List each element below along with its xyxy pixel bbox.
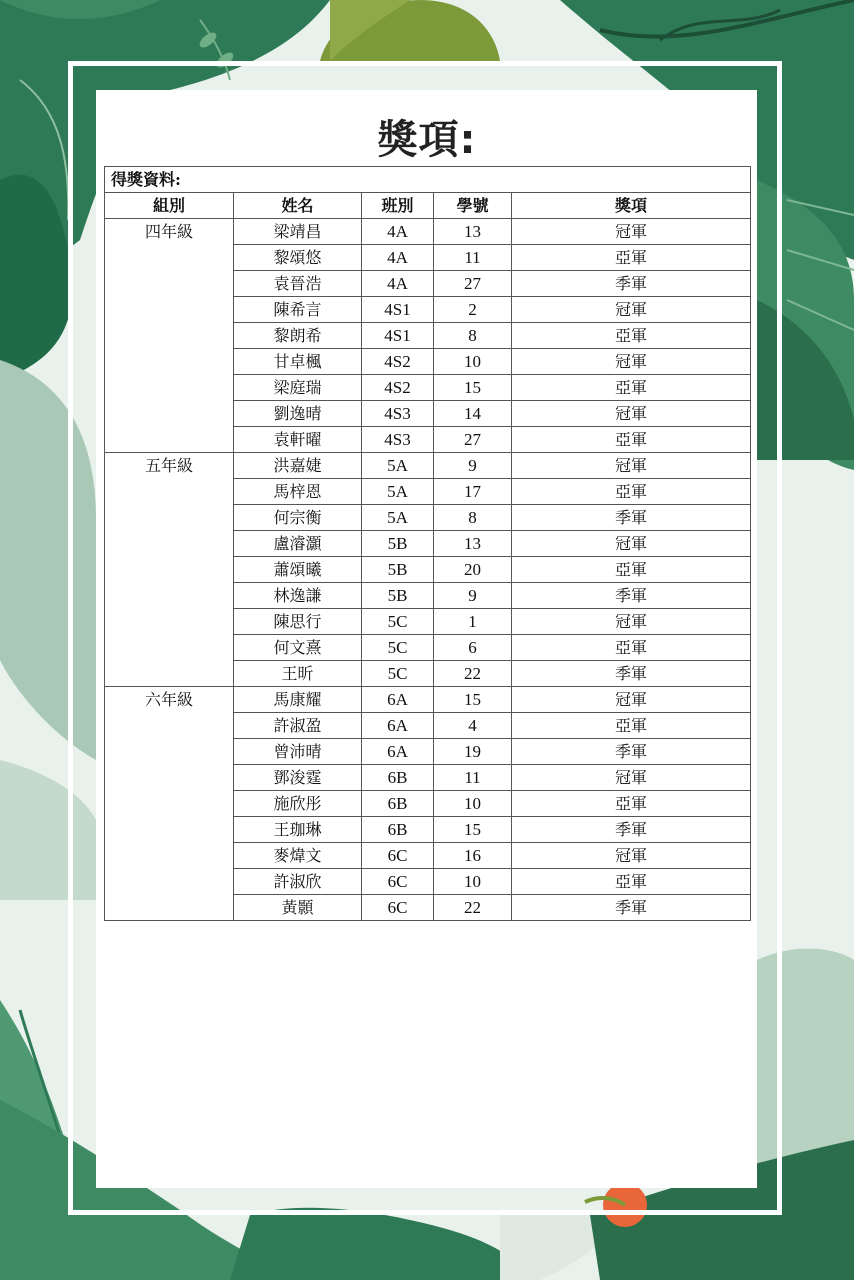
award-cell: 季軍 bbox=[512, 661, 751, 687]
header-group: 組別 bbox=[105, 193, 234, 219]
student-number-cell: 17 bbox=[434, 479, 512, 505]
award-cell: 亞軍 bbox=[512, 427, 751, 453]
award-cell: 季軍 bbox=[512, 739, 751, 765]
student-name-cell: 劉逸晴 bbox=[234, 401, 362, 427]
student-number-cell: 9 bbox=[434, 453, 512, 479]
table-row bbox=[105, 453, 751, 479]
student-number-cell: 9 bbox=[434, 583, 512, 609]
student-number-cell: 11 bbox=[434, 765, 512, 791]
award-cell: 冠軍 bbox=[512, 765, 751, 791]
student-name-cell: 袁軒曜 bbox=[234, 427, 362, 453]
class-name-cell: 6C bbox=[362, 869, 434, 895]
student-number-cell: 15 bbox=[434, 687, 512, 713]
award-cell: 季軍 bbox=[512, 817, 751, 843]
award-cell: 亞軍 bbox=[512, 635, 751, 661]
student-number-cell: 15 bbox=[434, 817, 512, 843]
student-name-cell: 梁靖昌 bbox=[234, 219, 362, 245]
table-row bbox=[105, 687, 751, 713]
student-name-cell: 陳思行 bbox=[234, 609, 362, 635]
class-name-cell: 6A bbox=[362, 739, 434, 765]
student-number-cell: 13 bbox=[434, 531, 512, 557]
awards-table bbox=[104, 166, 751, 921]
award-cell: 亞軍 bbox=[512, 245, 751, 271]
class-name-cell: 6C bbox=[362, 843, 434, 869]
award-cell: 季軍 bbox=[512, 583, 751, 609]
student-name-cell: 洪嘉婕 bbox=[234, 453, 362, 479]
award-cell: 冠軍 bbox=[512, 843, 751, 869]
group-cell: 四年級 bbox=[105, 219, 234, 453]
header-student-number: 學號 bbox=[434, 193, 512, 219]
student-name-cell: 麥煒文 bbox=[234, 843, 362, 869]
class-name-cell: 6A bbox=[362, 687, 434, 713]
award-cell: 亞軍 bbox=[512, 713, 751, 739]
class-name-cell: 4S3 bbox=[362, 401, 434, 427]
student-number-cell: 19 bbox=[434, 739, 512, 765]
award-cell: 亞軍 bbox=[512, 479, 751, 505]
class-name-cell: 5B bbox=[362, 531, 434, 557]
class-name-cell: 5A bbox=[362, 479, 434, 505]
student-name-cell: 黎頌悠 bbox=[234, 245, 362, 271]
student-number-cell: 4 bbox=[434, 713, 512, 739]
student-name-cell: 何文熹 bbox=[234, 635, 362, 661]
table-caption: 得獎資料: bbox=[105, 167, 751, 193]
student-name-cell: 陳希言 bbox=[234, 297, 362, 323]
student-number-cell: 10 bbox=[434, 791, 512, 817]
class-name-cell: 4S3 bbox=[362, 427, 434, 453]
class-name-cell: 4A bbox=[362, 271, 434, 297]
student-name-cell: 袁晉浩 bbox=[234, 271, 362, 297]
student-name-cell: 盧濬灝 bbox=[234, 531, 362, 557]
table-row bbox=[105, 219, 751, 245]
student-number-cell: 20 bbox=[434, 557, 512, 583]
class-name-cell: 5B bbox=[362, 583, 434, 609]
class-name-cell: 6A bbox=[362, 713, 434, 739]
award-cell: 亞軍 bbox=[512, 375, 751, 401]
student-name-cell: 王珈琳 bbox=[234, 817, 362, 843]
caption-row bbox=[105, 167, 751, 193]
award-cell: 冠軍 bbox=[512, 349, 751, 375]
student-name-cell: 黎朗希 bbox=[234, 323, 362, 349]
award-cell: 冠軍 bbox=[512, 687, 751, 713]
student-number-cell: 2 bbox=[434, 297, 512, 323]
header-award: 獎項 bbox=[512, 193, 751, 219]
class-name-cell: 5A bbox=[362, 453, 434, 479]
class-name-cell: 6C bbox=[362, 895, 434, 921]
award-cell: 冠軍 bbox=[512, 609, 751, 635]
class-name-cell: 4S2 bbox=[362, 349, 434, 375]
award-cell: 冠軍 bbox=[512, 401, 751, 427]
class-name-cell: 6B bbox=[362, 817, 434, 843]
header-class: 班別 bbox=[362, 193, 434, 219]
student-name-cell: 王昕 bbox=[234, 661, 362, 687]
student-number-cell: 8 bbox=[434, 505, 512, 531]
award-cell: 季軍 bbox=[512, 271, 751, 297]
award-cell: 季軍 bbox=[512, 895, 751, 921]
awards-table-body bbox=[105, 167, 751, 921]
award-cell: 季軍 bbox=[512, 505, 751, 531]
student-number-cell: 6 bbox=[434, 635, 512, 661]
student-number-cell: 8 bbox=[434, 323, 512, 349]
award-cell: 冠軍 bbox=[512, 453, 751, 479]
award-cell: 亞軍 bbox=[512, 323, 751, 349]
student-number-cell: 22 bbox=[434, 895, 512, 921]
group-cell: 六年級 bbox=[105, 687, 234, 921]
class-name-cell: 6B bbox=[362, 791, 434, 817]
class-name-cell: 4S1 bbox=[362, 297, 434, 323]
award-cell: 冠軍 bbox=[512, 219, 751, 245]
class-name-cell: 5C bbox=[362, 635, 434, 661]
class-name-cell: 4A bbox=[362, 219, 434, 245]
class-name-cell: 5A bbox=[362, 505, 434, 531]
class-name-cell: 4A bbox=[362, 245, 434, 271]
student-name-cell: 黃顥 bbox=[234, 895, 362, 921]
class-name-cell: 4S2 bbox=[362, 375, 434, 401]
student-name-cell: 曾沛晴 bbox=[234, 739, 362, 765]
student-number-cell: 27 bbox=[434, 271, 512, 297]
student-name-cell: 鄧浚霆 bbox=[234, 765, 362, 791]
student-name-cell: 施欣彤 bbox=[234, 791, 362, 817]
student-name-cell: 何宗衡 bbox=[234, 505, 362, 531]
class-name-cell: 5B bbox=[362, 557, 434, 583]
student-name-cell: 林逸謙 bbox=[234, 583, 362, 609]
class-name-cell: 5C bbox=[362, 661, 434, 687]
student-name-cell: 蕭頌曦 bbox=[234, 557, 362, 583]
class-name-cell: 5C bbox=[362, 609, 434, 635]
student-number-cell: 1 bbox=[434, 609, 512, 635]
award-cell: 亞軍 bbox=[512, 791, 751, 817]
page-title: 獎項: bbox=[377, 117, 477, 163]
student-name-cell: 甘卓楓 bbox=[234, 349, 362, 375]
student-name-cell: 馬梓恩 bbox=[234, 479, 362, 505]
class-name-cell: 6B bbox=[362, 765, 434, 791]
award-cell: 亞軍 bbox=[512, 869, 751, 895]
header-row bbox=[105, 193, 751, 219]
student-number-cell: 13 bbox=[434, 219, 512, 245]
student-number-cell: 14 bbox=[434, 401, 512, 427]
student-name-cell: 馬康耀 bbox=[234, 687, 362, 713]
student-name-cell: 許淑欣 bbox=[234, 869, 362, 895]
award-cell: 冠軍 bbox=[512, 531, 751, 557]
student-number-cell: 15 bbox=[434, 375, 512, 401]
student-name-cell: 梁庭瑞 bbox=[234, 375, 362, 401]
award-cell: 亞軍 bbox=[512, 557, 751, 583]
student-number-cell: 10 bbox=[434, 349, 512, 375]
group-cell: 五年級 bbox=[105, 453, 234, 687]
student-name-cell: 許淑盈 bbox=[234, 713, 362, 739]
student-number-cell: 16 bbox=[434, 843, 512, 869]
student-number-cell: 10 bbox=[434, 869, 512, 895]
student-number-cell: 11 bbox=[434, 245, 512, 271]
award-cell: 冠軍 bbox=[512, 297, 751, 323]
header-name: 姓名 bbox=[234, 193, 362, 219]
class-name-cell: 4S1 bbox=[362, 323, 434, 349]
student-number-cell: 27 bbox=[434, 427, 512, 453]
student-number-cell: 22 bbox=[434, 661, 512, 687]
